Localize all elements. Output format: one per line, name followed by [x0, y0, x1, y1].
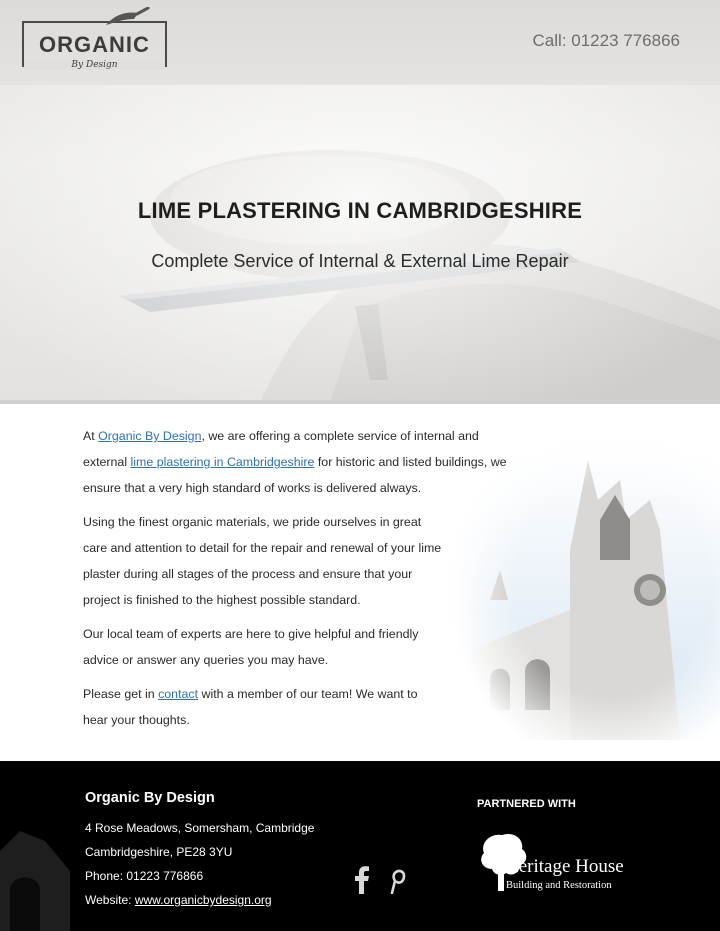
- logo-subtext: By Design: [67, 60, 121, 70]
- footer-phone[interactable]: Phone: 01223 776866: [85, 869, 204, 883]
- footer: [0, 761, 720, 931]
- call-phone[interactable]: Call: 01223 776866: [532, 31, 680, 50]
- contact-text-1: Please get in: [83, 687, 159, 701]
- organic-logo[interactable]: [22, 21, 167, 70]
- partnered-with-label: PARTNERED WITH: [477, 798, 576, 810]
- logo-text: ORGANIC: [39, 32, 150, 57]
- intro-text-3: for historic and listed buildings, we ensure that a very high standard of works is delivered always.: [83, 455, 507, 495]
- page-title: LIME PLASTERING IN CAMBRIDGESHIRE: [137, 198, 583, 223]
- hero-divider: [0, 400, 720, 404]
- footer-website-row: [85, 893, 272, 907]
- team-paragraph: Our local team of experts are here to give helpful and friendly advice or answer any queries you may have.: [83, 627, 419, 667]
- materials-paragraph: Using the finest organic materials, we pride ourselves in great care and attention to detail for the repair and renewal of your lime plaster during all stages of the process and ensure that your project is finished to the highest possible standard.: [83, 515, 442, 607]
- footer-website-link[interactable]: www.organicbydesign.org: [134, 893, 272, 907]
- footer-website-label: Website:: [85, 893, 135, 907]
- organic-by-design-link[interactable]: Organic By Design: [98, 429, 202, 443]
- pinterest-icon[interactable]: [384, 865, 408, 895]
- footer-company: Organic By Design: [85, 790, 215, 806]
- trowel-icon: [104, 7, 150, 29]
- heritage-house-subtitle: Building and Restoration: [506, 880, 612, 891]
- page-subtitle: Complete Service of Internal & External Lime Repair: [151, 251, 569, 271]
- lime-plastering-link[interactable]: lime plastering in Cambridgeshire: [130, 455, 315, 469]
- contact-text-2: with a member of our team! We want to hear your thoughts.: [83, 687, 418, 727]
- main-content: [83, 423, 523, 741]
- contact-paragraph: [83, 681, 445, 733]
- intro-text-2: , we are offering a complete service of internal and external: [83, 429, 479, 469]
- facebook-icon[interactable]: [350, 865, 374, 895]
- contact-link[interactable]: contact: [158, 687, 199, 701]
- heritage-house-name: Heritage House: [505, 856, 624, 877]
- hero-banner: [0, 0, 720, 403]
- footer-address-1: 4 Rose Meadows, Somersham, Cambridge: [85, 821, 315, 835]
- intro-paragraph: [83, 423, 523, 501]
- intro-text-1: At: [83, 429, 99, 443]
- footer-address-2: Cambridgeshire, PE28 3YU: [85, 845, 233, 859]
